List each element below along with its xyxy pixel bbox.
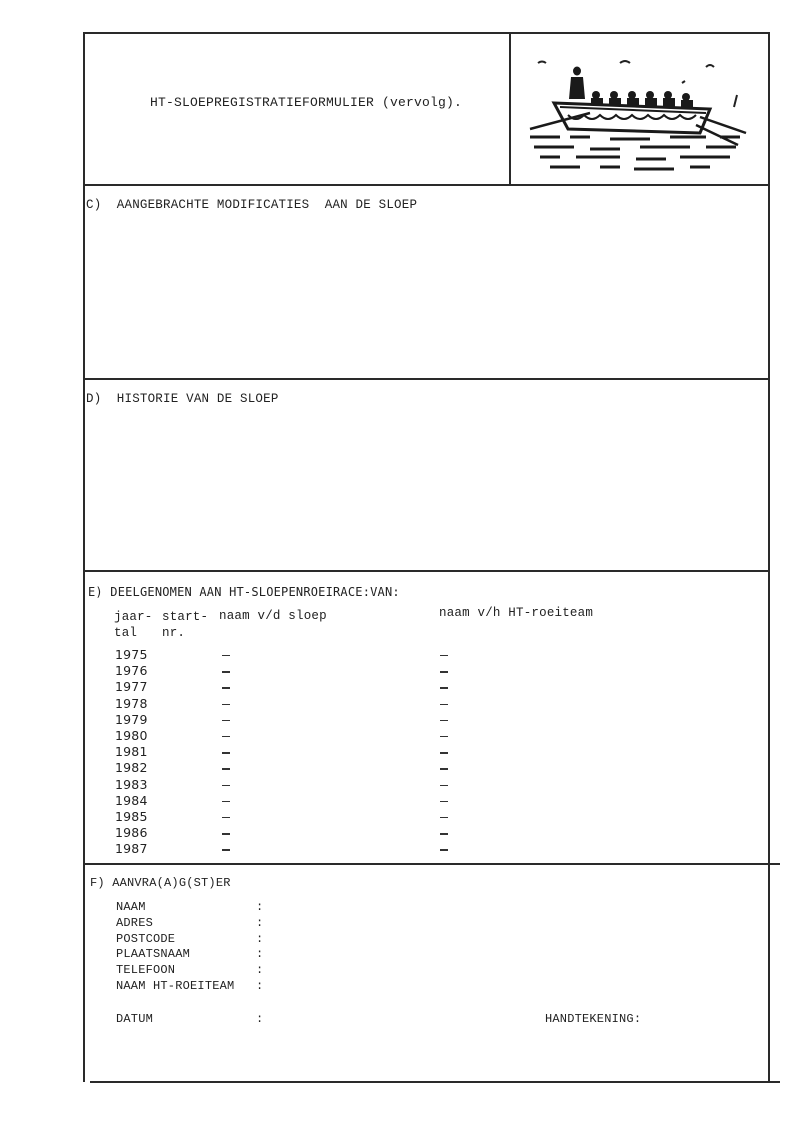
column-header-year: jaar- tal [114, 610, 153, 640]
applicant-field-colon: : [256, 900, 264, 914]
applicant-field-label: POSTCODE [116, 931, 176, 946]
applicant-field-label: NAAM [116, 900, 146, 914]
frame-bottom-border [90, 1081, 780, 1083]
start-number-dash[interactable] [222, 785, 230, 786]
applicant-field-colon: : [256, 947, 264, 962]
start-number-dash[interactable] [222, 687, 230, 688]
applicant-field-input[interactable] [266, 931, 526, 946]
applicant-field-label: NAAM HT-ROEITEAM [116, 979, 235, 993]
team-name-dash[interactable] [440, 655, 448, 656]
team-name-dash[interactable] [440, 849, 448, 850]
applicant-field-input[interactable] [266, 962, 526, 977]
team-name-dash[interactable] [440, 801, 448, 802]
start-number-dash[interactable] [222, 752, 230, 753]
applicant-field-label: ADRES [116, 915, 154, 930]
column-header-start-number: start- nr. [162, 610, 209, 640]
applicant-field-colon: : [256, 915, 264, 930]
applicant-field-colon: : [256, 963, 264, 978]
year-cell: 1982 [115, 760, 148, 776]
year-cell: 1984 [115, 792, 148, 808]
start-number-dash[interactable] [222, 849, 230, 850]
form-title: HT-SLOEPREGISTRATIEFORMULIER (vervolg). [150, 95, 463, 110]
section-f-heading: F) AANVRA(A)G(ST)ER [90, 876, 231, 890]
applicant-field-input[interactable] [266, 915, 526, 930]
start-number-dash[interactable] [222, 801, 230, 802]
column-header-boat-name: naam v/d sloep [219, 609, 327, 623]
divider-d-e [83, 570, 769, 572]
year-cell: 1985 [115, 809, 148, 824]
divider-e-f [83, 863, 780, 865]
year-cell: 1976 [115, 663, 148, 679]
section-c-input-area[interactable] [86, 218, 766, 374]
year-cell: 1983 [115, 776, 148, 792]
team-name-dash[interactable] [440, 687, 448, 688]
team-name-dash[interactable] [440, 720, 448, 721]
divider-c-d [83, 378, 769, 380]
start-number-dash[interactable] [222, 671, 230, 672]
date-label: DATUM [116, 1012, 154, 1026]
team-name-dash[interactable] [440, 671, 448, 672]
year-cell: 1987 [115, 841, 148, 857]
year-cell: 1975 [115, 647, 148, 662]
team-name-dash[interactable] [440, 785, 448, 786]
date-colon: : [256, 1012, 264, 1026]
applicant-field-input[interactable] [266, 978, 526, 993]
section-d-heading: D) HISTORIE VAN DE SLOEP [86, 392, 279, 406]
start-number-dash[interactable] [222, 833, 230, 834]
start-number-dash[interactable] [222, 704, 230, 705]
start-number-dash[interactable] [222, 817, 230, 818]
logo [510, 33, 768, 185]
applicant-field-colon: : [256, 979, 264, 993]
start-number-dash[interactable] [222, 768, 230, 769]
section-e-heading: E) DEELGENOMEN AAN HT-SLOEPENROEIRACE:VAN: [88, 585, 400, 599]
frame-right-border [768, 32, 770, 1082]
frame-left-border [83, 32, 85, 1082]
team-name-dash[interactable] [440, 736, 448, 737]
applicant-field-input[interactable] [266, 899, 526, 914]
start-number-dash[interactable] [222, 736, 230, 737]
year-cell: 1981 [115, 744, 148, 760]
applicant-field-colon: : [256, 931, 264, 946]
year-cell: 1977 [115, 679, 148, 695]
date-input[interactable] [266, 1008, 466, 1028]
team-name-dash[interactable] [440, 817, 448, 818]
signature-label: HANDTEKENING: [545, 1012, 642, 1026]
start-number-dash[interactable] [222, 655, 230, 656]
year-cell: 1980 [115, 728, 148, 743]
team-name-dash[interactable] [440, 704, 448, 705]
year-cell: 1979 [115, 711, 148, 727]
start-number-dash[interactable] [222, 720, 230, 721]
applicant-field-input[interactable] [266, 946, 526, 961]
rowing-lifeboat-icon [510, 33, 768, 185]
section-d-input-area[interactable] [86, 412, 766, 566]
signature-area[interactable] [545, 1030, 760, 1074]
year-cell: 1986 [115, 825, 148, 841]
team-name-dash[interactable] [440, 768, 448, 769]
section-c-heading: C) AANGEBRACHTE MODIFICATIES AAN DE SLOEP [86, 198, 418, 212]
applicant-field-label: TELEFOON [116, 963, 176, 978]
column-header-team-name: naam v/h HT-roeiteam [439, 606, 594, 620]
year-cell: 1978 [115, 695, 148, 711]
applicant-field-label: PLAATSNAAM [116, 947, 191, 962]
team-name-dash[interactable] [440, 833, 448, 834]
team-name-dash[interactable] [440, 752, 448, 753]
